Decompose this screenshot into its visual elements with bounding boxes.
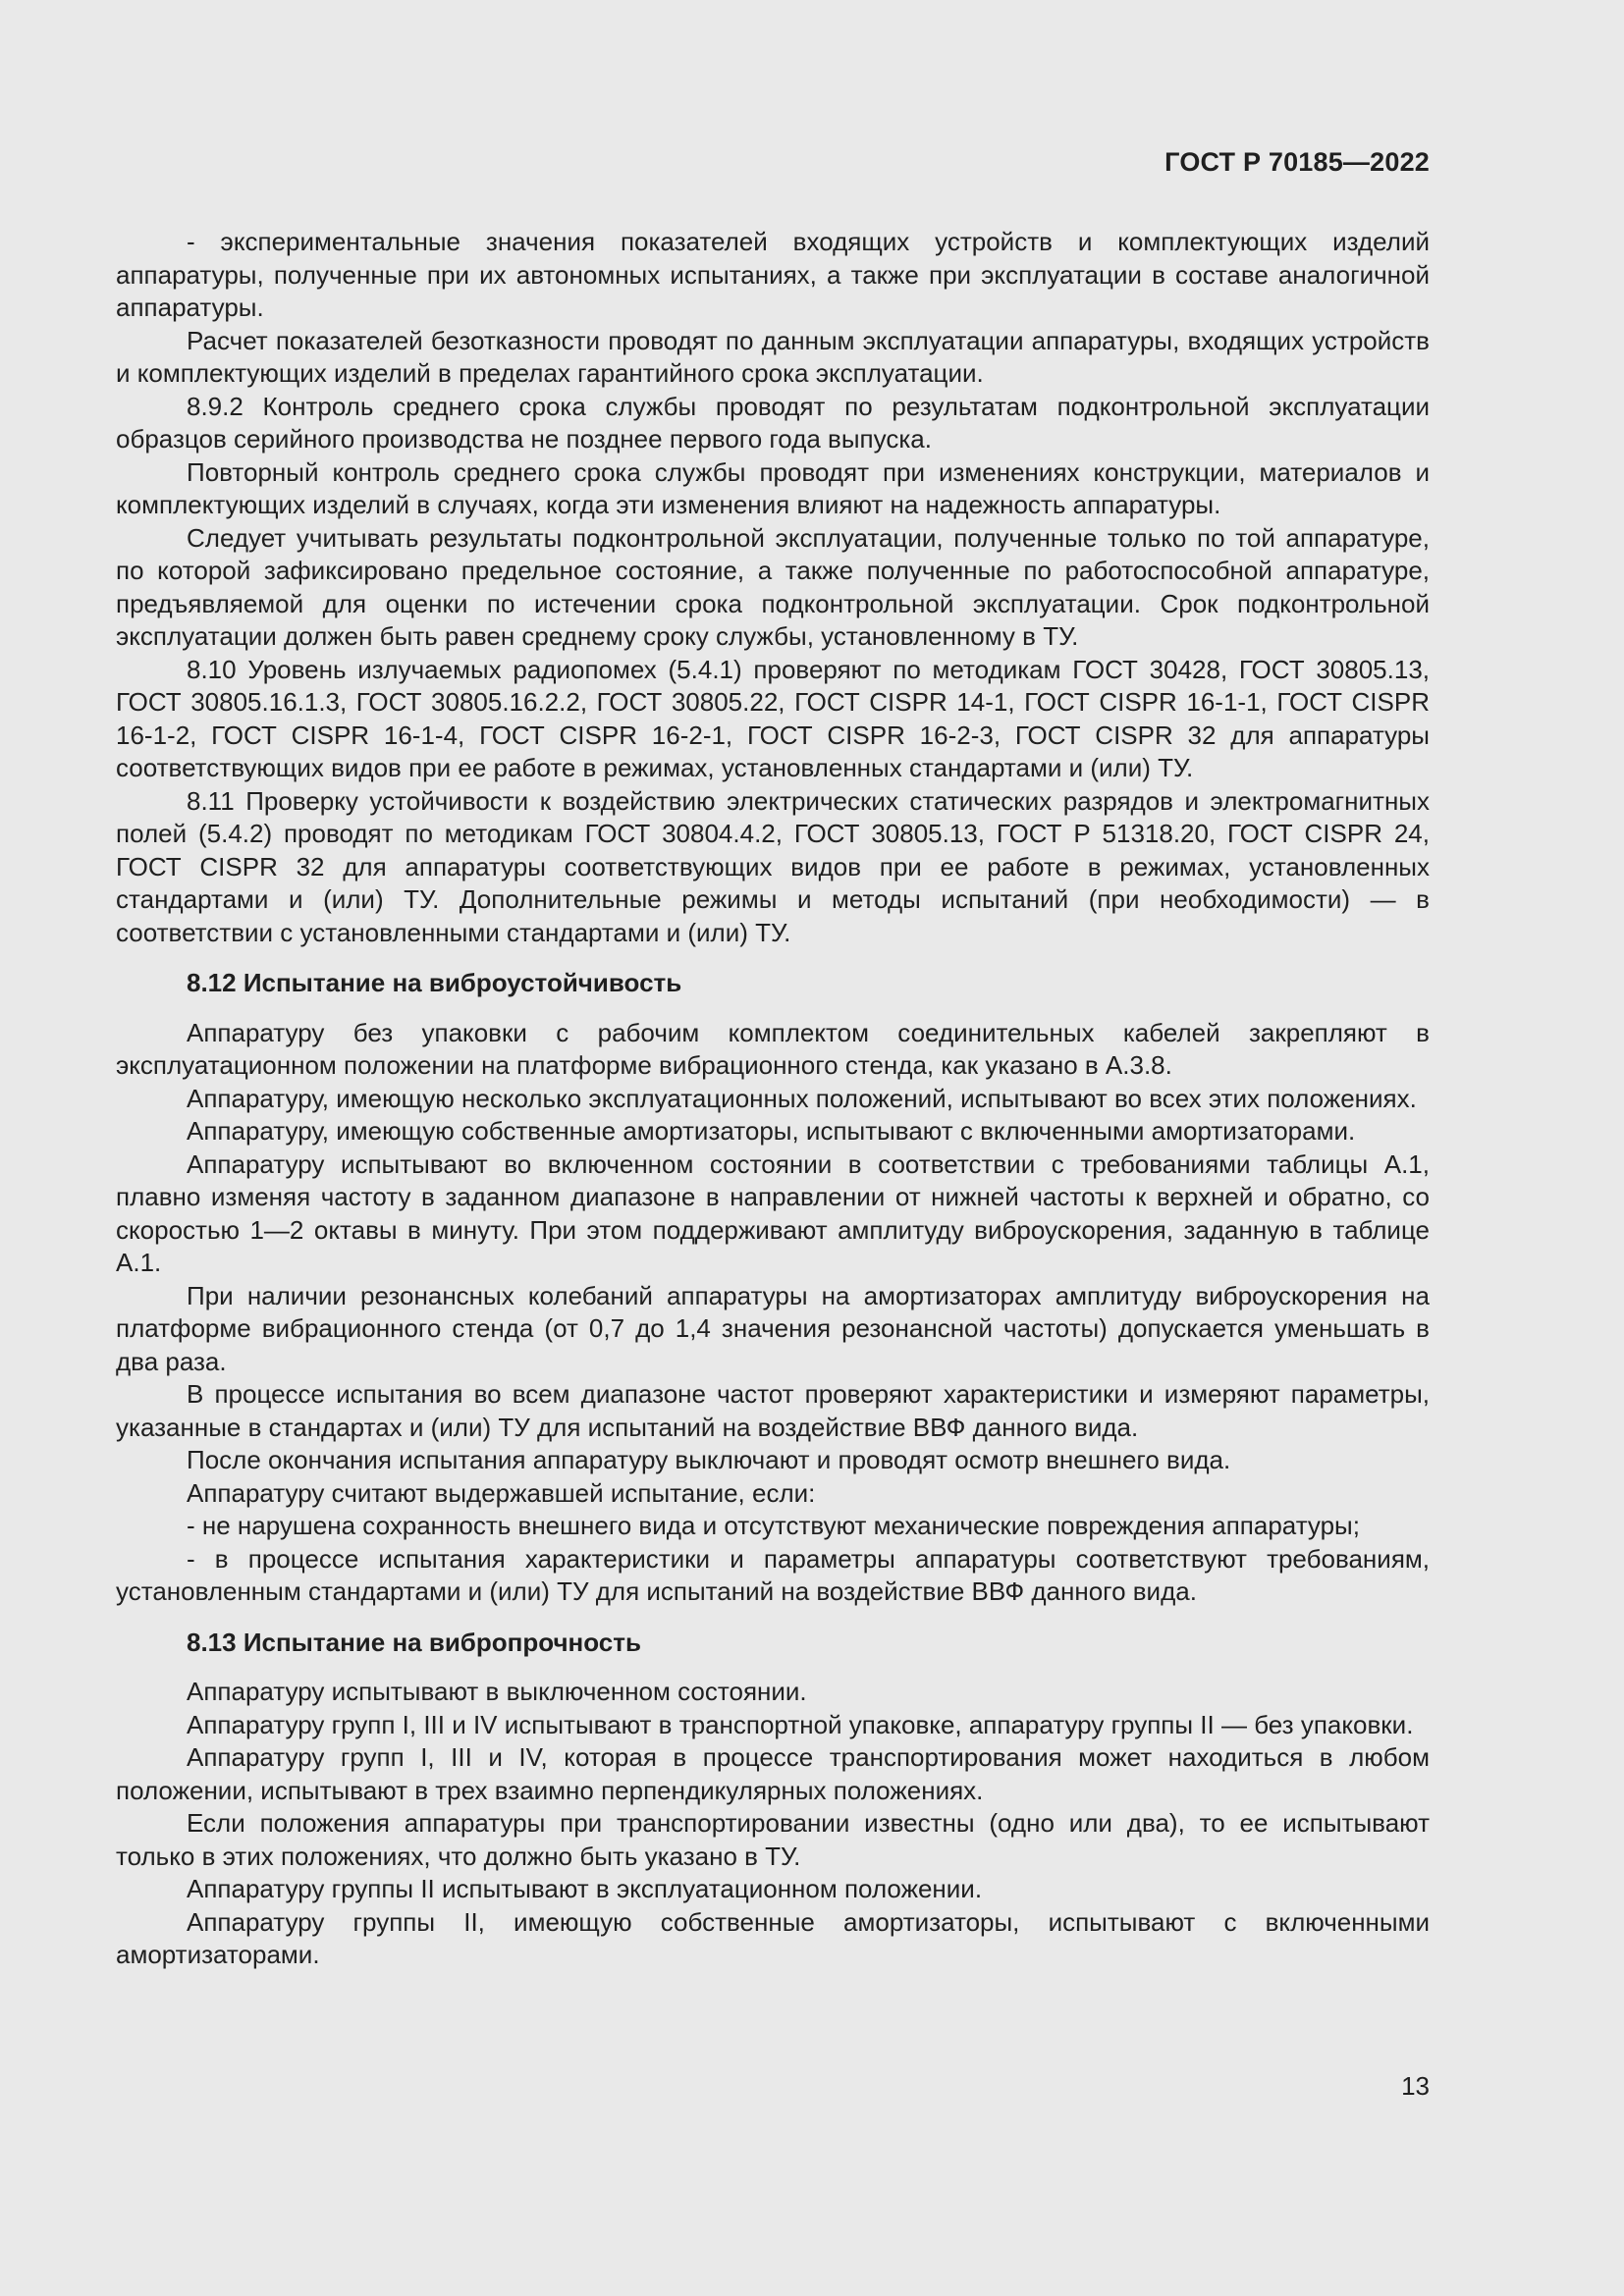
paragraph: В процессе испытания во всем диапазоне частот проверяют характеристики и измеряют параметры, указанные в стандартах и (или) ТУ для испытаний на воздействие ВВФ данного вида. <box>116 1379 1430 1442</box>
paragraph: После окончания испытания аппаратуру выключают и проводят осмотр внешнего вида. <box>187 1445 1231 1474</box>
document-code-header: ГОСТ Р 70185—2022 <box>1164 147 1430 177</box>
paragraph: Аппаратуру без упаковки с рабочим комплектом соединительных кабелей закрепляют в эксплуатационном положении на платформе вибрационного стенда, как указано в А.3.8. <box>116 1017 1430 1080</box>
paragraph: Аппаратуру испытывают в выключенном состоянии. <box>187 1677 807 1706</box>
paragraph: Следует учитывать результаты подконтрольной эксплуатации, полученные только по той аппаратуре, по которой зафиксировано предельное состояние, а также полученные по работоспособной аппаратуре, предъявляемой для оценки по истечении срока подконтрольной эксплуатации. Срок подконтрольной эксплуатации должен быть равен среднему сроку службы, установленному в ТУ. <box>116 522 1430 651</box>
paragraph: Аппаратуру, имеющую несколько эксплуатационных положений, испытывают во всех этих положениях. <box>187 1083 1417 1113</box>
page-number: 13 <box>1401 2071 1430 2101</box>
section-heading-8-12: 8.12 Испытание на виброустойчивость <box>187 968 682 997</box>
paragraph: Если положения аппаратуры при транспортировании известны (одно или два), то ее испытывают только в этих положениях, что должно быть указано в ТУ. <box>116 1808 1430 1871</box>
paragraph: Аппаратуру, имеющую собственные амортизаторы, испытывают с включенными амортизаторами. <box>187 1116 1356 1146</box>
paragraph: Аппаратуру считают выдержавшей испытание, если: <box>187 1477 816 1508</box>
list-item: - не нарушена сохранность внешнего вида и отсутствуют механические повреждения аппаратуры; <box>187 1511 1360 1540</box>
page-body <box>116 226 1430 1972</box>
paragraph: - экспериментальные значения показателей входящих устройств и комплектующих изделий аппаратуры, полученные при их автономных испытаниях, а также при эксплуатации в составе аналогичной аппаратуры. <box>116 227 1430 322</box>
paragraph: 8.11 Проверку устойчивости к воздействию электрических статических разрядов и электромагнитных полей (5.4.2) проводят по методикам ГОСТ 30804.4.2, ГОСТ 30805.13, ГОСТ Р 51318.20, ГОСТ CISPR 24, ГОСТ CISPR 32 для аппаратуры соответствующих видов при ее работе в режимах, установленных стандартами и (или) ТУ. Дополнительные режимы и методы испытаний (при необходимости) — в соответствии с установленными стандартами и (или) ТУ. <box>116 785 1430 947</box>
paragraph: 8.9.2 Контроль среднего срока службы проводят по результатам подконтрольной эксплуатации образцов серийного производства не позднее первого года выпуска. <box>116 391 1430 454</box>
paragraph: Аппаратуру групп I, III и IV, которая в процессе транспортирования может находиться в любом положении, испытывают в трех взаимно перпендикулярных положениях. <box>116 1742 1430 1805</box>
section-heading-8-13: 8.13 Испытание на вибропрочность <box>187 1627 641 1657</box>
list-item: - в процессе испытания характеристики и параметры аппаратуры соответствуют требованиям, установленным стандартами и (или) ТУ для испытаний на воздействие ВВФ данного вида. <box>116 1543 1430 1606</box>
paragraph: Аппаратуру группы II, имеющую собственные амортизаторы, испытывают с включенными амортизаторами. <box>116 1906 1430 1969</box>
paragraph: При наличии резонансных колебаний аппаратуры на амортизаторах амплитуду виброускорения на платформе вибрационного стенда (от 0,7 до 1,4 значения резонансной частоты) допускается уменьшать в два раза. <box>116 1280 1430 1376</box>
paragraph: Аппаратуру группы II испытывают в эксплуатационном положении. <box>187 1874 983 1903</box>
paragraph: Аппаратуру испытывают во включенном состоянии в соответствии с требованиями таблицы А.1, плавно изменяя частоту в заданном диапазоне в направлении от нижней частоты к верхней и обратно, со скоростью 1—2 октавы в минуту. При этом поддерживают амплитуду виброускорения, заданную в таблице А.1. <box>116 1148 1430 1277</box>
paragraph: Расчет показателей безотказности проводят по данным эксплуатации аппаратуры, входящих устройств и комплектующих изделий в пределах гарантийного срока эксплуатации. <box>116 325 1430 388</box>
paragraph: Аппаратуру групп I, III и IV испытывают в транспортной упаковке, аппаратуру группы II — без упаковки. <box>187 1709 1414 1739</box>
paragraph: 8.10 Уровень излучаемых радиопомех (5.4.1) проверяют по методикам ГОСТ 30428, ГОСТ 30805.13, ГОСТ 30805.16.1.3, ГОСТ 30805.16.2.2, ГОСТ 30805.22, ГОСТ CISPR 14-1, ГОСТ CISPR 16-1-1, ГОСТ CISPR 16-1-2, ГОСТ CISPR 16-1-4, ГОСТ CISPR 16-2-1, ГОСТ CISPR 16-2-3, ГОСТ CISPR 32 для аппаратуры соответствующих видов при ее работе в режимах, установленных стандартами и (или) ТУ. <box>116 654 1430 782</box>
paragraph: Повторный контроль среднего срока службы проводят при изменениях конструкции, материалов и комплектующих изделий в случаях, когда эти изменения влияют на надежность аппаратуры. <box>116 456 1430 519</box>
